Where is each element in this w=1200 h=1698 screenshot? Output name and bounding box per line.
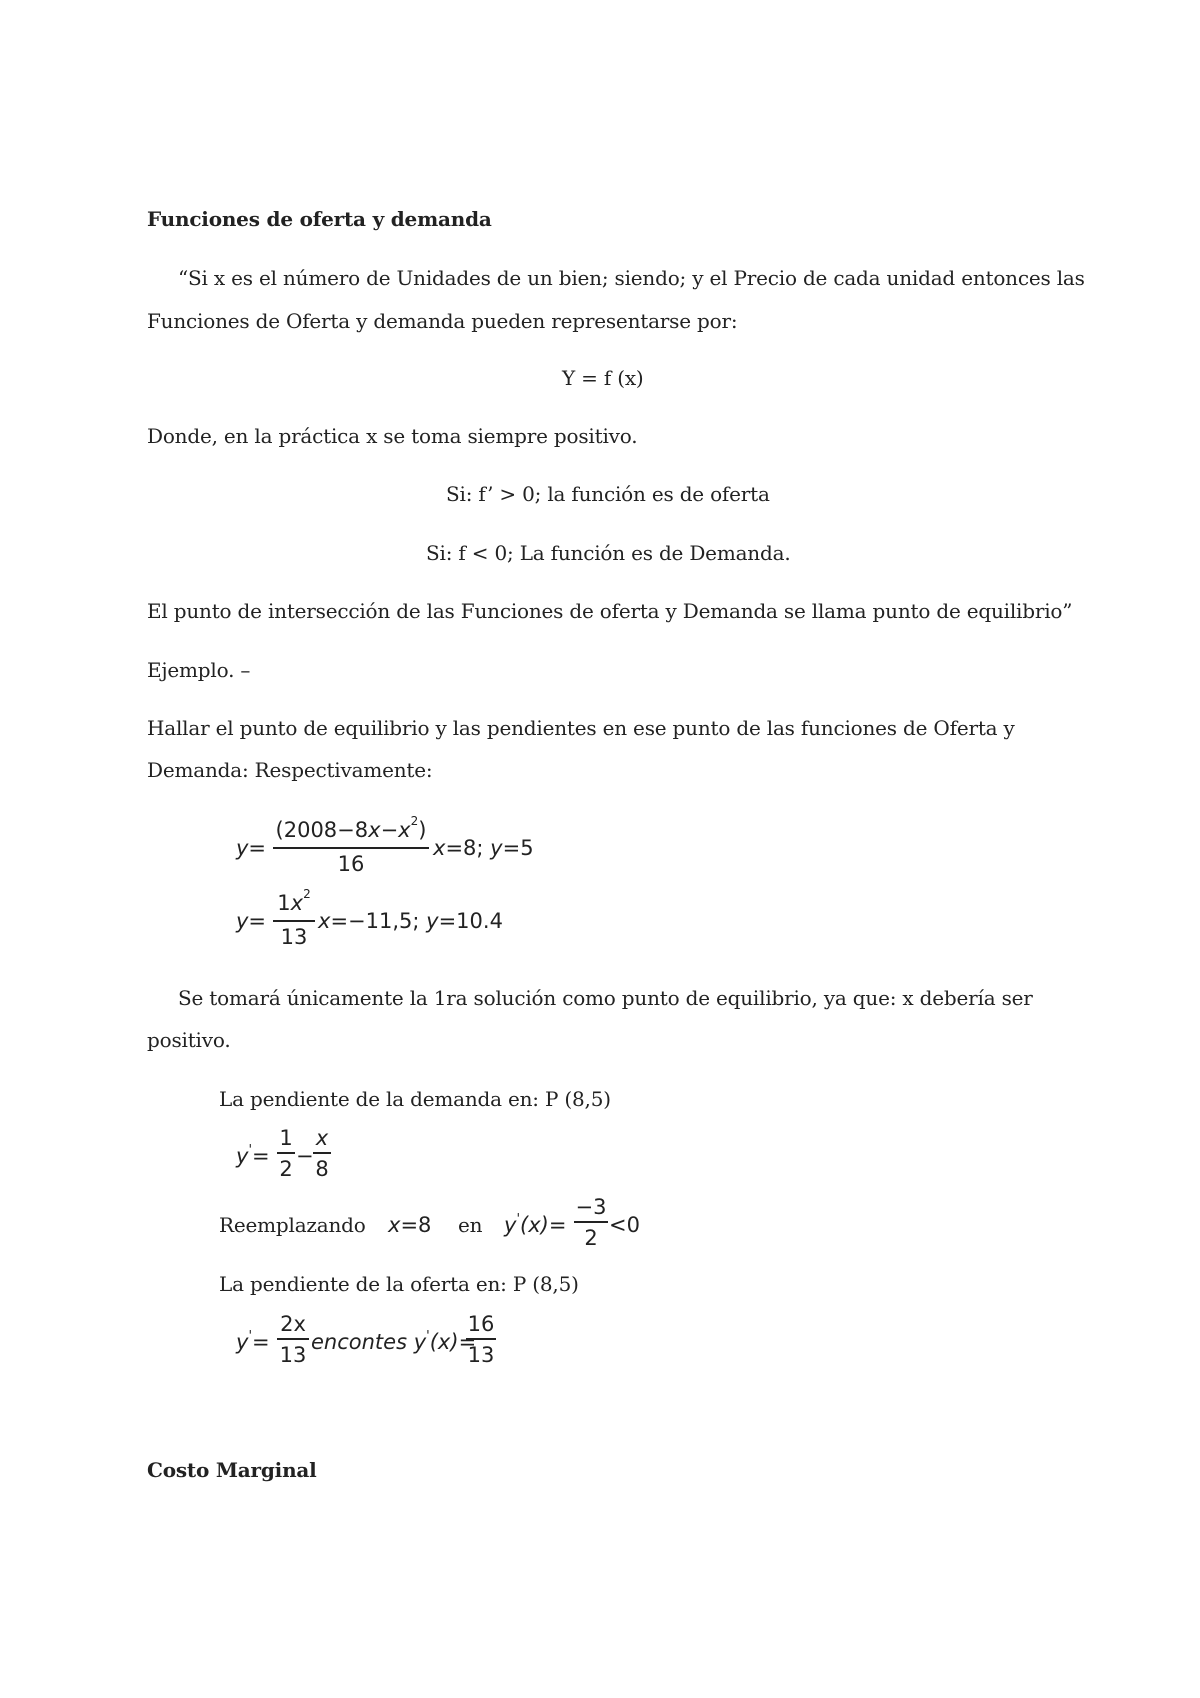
- fraction-bar: [574, 1221, 608, 1223]
- paragraph-line: La pendiente de la demanda en: P (8,5): [219, 1087, 611, 1111]
- fraction-denominator: 13: [279, 1343, 307, 1367]
- paragraph-line: La pendiente de la oferta en: P (8,5): [219, 1272, 579, 1296]
- fraction-denominator: 16: [337, 852, 365, 876]
- minus-sign: −: [296, 1144, 314, 1168]
- fraction-bar: [313, 1152, 331, 1154]
- eq-lhs: y'=: [236, 1329, 270, 1354]
- eq-lhs-y: y=: [236, 909, 267, 933]
- paragraph-line: Donde, en la práctica x se toma siempre positivo.: [147, 424, 638, 448]
- paragraph-line: “Si x es el número de Unidades de un bien; siendo; y el Precio de cada unidad entonces las: [178, 266, 1085, 290]
- fraction: [277, 1125, 295, 1182]
- fraction-denominator: 2: [279, 1157, 293, 1181]
- fraction-bar: [273, 920, 315, 922]
- fraction-numerator: −3: [575, 1195, 607, 1219]
- fraction: [313, 1125, 331, 1182]
- reemplazando-value: x=8: [388, 1213, 432, 1237]
- fraction-numerator: $1x^2$: [277, 887, 311, 915]
- eq-middle: encontes y'(x)=: [311, 1329, 477, 1354]
- eq-rhs: x=−11,5; y=10.4: [318, 909, 503, 933]
- fraction-bar: [277, 1338, 309, 1340]
- section-title: Funciones de oferta y demanda: [147, 207, 492, 231]
- fraction-denominator: 8: [315, 1157, 329, 1181]
- fraction-denominator: 2: [584, 1226, 598, 1250]
- condition-demanda: Si: f < 0; La función es de Demanda.: [426, 541, 791, 565]
- eq-lhs: y'=: [236, 1143, 270, 1168]
- fraction-bar: [273, 847, 429, 849]
- fraction: [273, 814, 429, 877]
- paragraph-line: Funciones de Oferta y demanda pueden representarse por:: [147, 309, 738, 333]
- example-label: Ejemplo. –: [147, 658, 251, 682]
- fraction-denominator: 13: [467, 1343, 495, 1367]
- section-title: Costo Marginal: [147, 1458, 317, 1482]
- eq-lhs-y: y=: [236, 836, 267, 860]
- paragraph-line: Demanda: Respectivamente:: [147, 758, 433, 782]
- eq-lhs: y'(x)=: [504, 1212, 567, 1237]
- fraction-numerator: 2x: [280, 1312, 306, 1336]
- fraction-bar: [277, 1152, 295, 1154]
- paragraph-line: positivo.: [147, 1028, 231, 1052]
- fraction: [574, 1194, 608, 1251]
- fraction-numerator: $(2008-8x-x^2)$: [275, 814, 427, 842]
- fraction-bar: [466, 1338, 496, 1340]
- paragraph-line: Se tomará únicamente la 1ra solución como punto de equilibrio, ya que: x debería ser: [178, 986, 1033, 1010]
- eq-rhs: x=8; y=5: [433, 836, 534, 860]
- fraction: [277, 1311, 309, 1368]
- fraction-numerator: x: [315, 1126, 329, 1150]
- paragraph-line: Hallar el punto de equilibrio y las pendientes en ese punto de las funciones de Oferta y: [147, 716, 1015, 740]
- paragraph-line: El punto de intersección de las Funciones de oferta y Demanda se llama punto de equilibrio”: [147, 599, 1073, 623]
- en-label: en: [458, 1213, 483, 1237]
- reemplazando-label: Reemplazando: [219, 1213, 366, 1237]
- fraction-numerator: 1: [279, 1126, 293, 1150]
- formula-main: Y = f (x): [562, 366, 644, 390]
- eq-rhs: <0: [609, 1213, 640, 1237]
- fraction-numerator: 16: [467, 1312, 495, 1336]
- condition-oferta: Si: f’ > 0; la función es de oferta: [446, 482, 770, 506]
- fraction: [466, 1311, 496, 1368]
- fraction: [273, 887, 315, 950]
- fraction-denominator: 13: [280, 925, 308, 949]
